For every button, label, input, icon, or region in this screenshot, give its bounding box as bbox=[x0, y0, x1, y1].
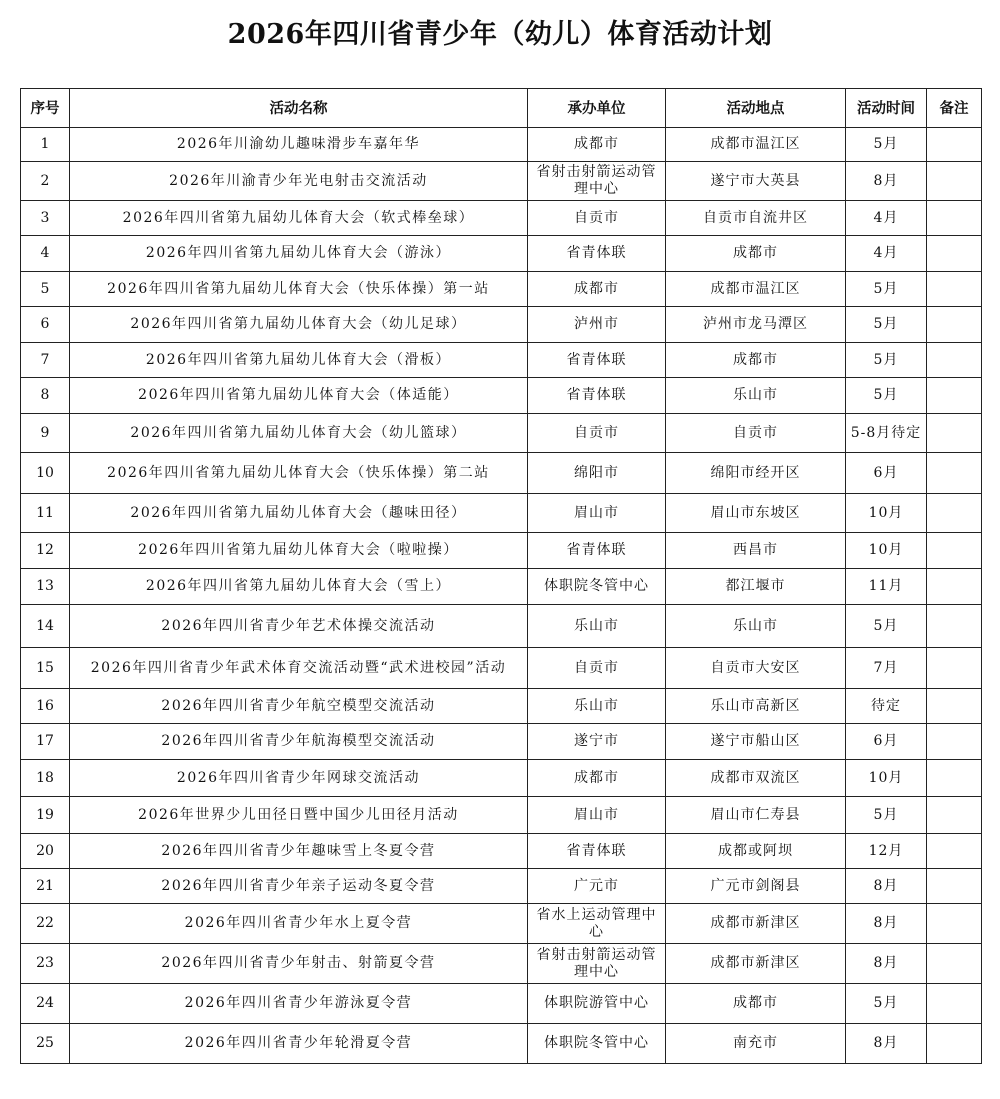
table-row bbox=[21, 834, 982, 869]
cell-index: 16 bbox=[21, 689, 70, 724]
cell-remarks bbox=[927, 343, 982, 378]
cell-time: 8月 bbox=[846, 904, 927, 944]
cell-organizer: 成都市 bbox=[528, 760, 666, 797]
table-row bbox=[21, 569, 982, 605]
cell-index: 13 bbox=[21, 569, 70, 605]
cell-location: 成都市 bbox=[666, 984, 846, 1024]
cell-time: 5月 bbox=[846, 984, 927, 1024]
cell-remarks bbox=[927, 605, 982, 648]
table-row bbox=[21, 494, 982, 533]
cell-activity-name: 2026年四川省第九届幼儿体育大会（游泳） bbox=[70, 236, 528, 272]
cell-activity-name: 2026年川渝幼儿趣味滑步车嘉年华 bbox=[70, 128, 528, 162]
cell-time: 10月 bbox=[846, 494, 927, 533]
cell-remarks bbox=[927, 236, 982, 272]
cell-location: 成都或阿坝 bbox=[666, 834, 846, 869]
cell-location: 成都市温江区 bbox=[666, 272, 846, 307]
cell-location: 广元市剑阁县 bbox=[666, 869, 846, 904]
cell-location: 都江堰市 bbox=[666, 569, 846, 605]
cell-organizer: 成都市 bbox=[528, 272, 666, 307]
cell-time: 10月 bbox=[846, 760, 927, 797]
cell-index: 10 bbox=[21, 453, 70, 494]
cell-organizer: 省射击射箭运动管理中心 bbox=[528, 162, 666, 201]
cell-organizer: 自贡市 bbox=[528, 648, 666, 689]
cell-time: 4月 bbox=[846, 201, 927, 236]
cell-remarks bbox=[927, 834, 982, 869]
cell-organizer: 绵阳市 bbox=[528, 453, 666, 494]
table-row bbox=[21, 307, 982, 343]
cell-location: 西昌市 bbox=[666, 533, 846, 569]
cell-index: 20 bbox=[21, 834, 70, 869]
cell-remarks bbox=[927, 414, 982, 453]
cell-activity-name: 2026年四川省青少年航空模型交流活动 bbox=[70, 689, 528, 724]
cell-index: 12 bbox=[21, 533, 70, 569]
cell-organizer: 省水上运动管理中心 bbox=[528, 904, 666, 944]
cell-time: 5月 bbox=[846, 343, 927, 378]
cell-location: 成都市新津区 bbox=[666, 904, 846, 944]
table-row bbox=[21, 343, 982, 378]
table-row bbox=[21, 162, 982, 201]
cell-time: 11月 bbox=[846, 569, 927, 605]
table-row bbox=[21, 797, 982, 834]
cell-index: 4 bbox=[21, 236, 70, 272]
cell-remarks bbox=[927, 378, 982, 414]
cell-time: 5月 bbox=[846, 128, 927, 162]
cell-index: 7 bbox=[21, 343, 70, 378]
cell-time: 6月 bbox=[846, 453, 927, 494]
cell-time: 5月 bbox=[846, 272, 927, 307]
cell-time: 4月 bbox=[846, 236, 927, 272]
cell-location: 南充市 bbox=[666, 1024, 846, 1064]
cell-remarks bbox=[927, 453, 982, 494]
cell-organizer: 自贡市 bbox=[528, 201, 666, 236]
cell-location: 乐山市 bbox=[666, 378, 846, 414]
cell-organizer: 省青体联 bbox=[528, 834, 666, 869]
cell-location: 眉山市仁寿县 bbox=[666, 797, 846, 834]
cell-index: 14 bbox=[21, 605, 70, 648]
cell-remarks bbox=[927, 760, 982, 797]
cell-time: 5月 bbox=[846, 605, 927, 648]
cell-index: 2 bbox=[21, 162, 70, 201]
cell-activity-name: 2026年四川省青少年武术体育交流活动暨“武术进校园”活动 bbox=[70, 648, 528, 689]
header-index: 序号 bbox=[21, 89, 70, 128]
cell-activity-name: 2026年世界少儿田径日暨中国少儿田径月活动 bbox=[70, 797, 528, 834]
cell-organizer: 泸州市 bbox=[528, 307, 666, 343]
table-row bbox=[21, 378, 982, 414]
cell-organizer: 成都市 bbox=[528, 128, 666, 162]
table-row bbox=[21, 760, 982, 797]
cell-activity-name: 2026年四川省第九届幼儿体育大会（啦啦操） bbox=[70, 533, 528, 569]
table-row bbox=[21, 272, 982, 307]
cell-organizer: 遂宁市 bbox=[528, 724, 666, 760]
cell-organizer: 乐山市 bbox=[528, 689, 666, 724]
cell-time: 5月 bbox=[846, 378, 927, 414]
cell-location: 乐山市高新区 bbox=[666, 689, 846, 724]
cell-index: 25 bbox=[21, 1024, 70, 1064]
table-row bbox=[21, 414, 982, 453]
cell-index: 23 bbox=[21, 944, 70, 984]
cell-location: 自贡市 bbox=[666, 414, 846, 453]
cell-activity-name: 2026年四川省第九届幼儿体育大会（滑板） bbox=[70, 343, 528, 378]
cell-index: 18 bbox=[21, 760, 70, 797]
table-row bbox=[21, 1024, 982, 1064]
activity-table bbox=[20, 88, 982, 1064]
cell-index: 22 bbox=[21, 904, 70, 944]
header-time: 活动时间 bbox=[846, 89, 927, 128]
cell-remarks bbox=[927, 307, 982, 343]
cell-location: 成都市 bbox=[666, 343, 846, 378]
cell-index: 15 bbox=[21, 648, 70, 689]
table-row bbox=[21, 201, 982, 236]
cell-location: 乐山市 bbox=[666, 605, 846, 648]
cell-remarks bbox=[927, 689, 982, 724]
cell-remarks bbox=[927, 869, 982, 904]
cell-organizer: 眉山市 bbox=[528, 797, 666, 834]
cell-remarks bbox=[927, 724, 982, 760]
header-remarks: 备注 bbox=[927, 89, 982, 128]
cell-time: 8月 bbox=[846, 944, 927, 984]
table-row bbox=[21, 724, 982, 760]
cell-remarks bbox=[927, 944, 982, 984]
cell-time: 6月 bbox=[846, 724, 927, 760]
cell-location: 成都市双流区 bbox=[666, 760, 846, 797]
cell-time: 12月 bbox=[846, 834, 927, 869]
table-row bbox=[21, 869, 982, 904]
cell-activity-name: 2026年四川省第九届幼儿体育大会（体适能） bbox=[70, 378, 528, 414]
cell-organizer: 省青体联 bbox=[528, 236, 666, 272]
cell-organizer: 省射击射箭运动管理中心 bbox=[528, 944, 666, 984]
cell-activity-name: 2026年四川省青少年轮滑夏令营 bbox=[70, 1024, 528, 1064]
cell-organizer: 体职院冬管中心 bbox=[528, 1024, 666, 1064]
cell-location: 遂宁市大英县 bbox=[666, 162, 846, 201]
cell-index: 19 bbox=[21, 797, 70, 834]
cell-index: 8 bbox=[21, 378, 70, 414]
cell-organizer: 省青体联 bbox=[528, 533, 666, 569]
table-row bbox=[21, 689, 982, 724]
cell-index: 9 bbox=[21, 414, 70, 453]
cell-time: 8月 bbox=[846, 1024, 927, 1064]
cell-organizer: 眉山市 bbox=[528, 494, 666, 533]
cell-index: 5 bbox=[21, 272, 70, 307]
cell-index: 17 bbox=[21, 724, 70, 760]
cell-activity-name: 2026年四川省第九届幼儿体育大会（雪上） bbox=[70, 569, 528, 605]
table-row bbox=[21, 128, 982, 162]
cell-remarks bbox=[927, 648, 982, 689]
table-row bbox=[21, 236, 982, 272]
cell-remarks bbox=[927, 904, 982, 944]
cell-activity-name: 2026年四川省青少年水上夏令营 bbox=[70, 904, 528, 944]
table-header-row bbox=[21, 89, 982, 128]
cell-location: 自贡市大安区 bbox=[666, 648, 846, 689]
cell-location: 成都市新津区 bbox=[666, 944, 846, 984]
cell-activity-name: 2026年四川省第九届幼儿体育大会（趣味田径） bbox=[70, 494, 528, 533]
cell-activity-name: 2026年四川省青少年网球交流活动 bbox=[70, 760, 528, 797]
cell-activity-name: 2026年川渝青少年光电射击交流活动 bbox=[70, 162, 528, 201]
cell-location: 绵阳市经开区 bbox=[666, 453, 846, 494]
header-location: 活动地点 bbox=[666, 89, 846, 128]
cell-organizer: 省青体联 bbox=[528, 343, 666, 378]
cell-time: 5月 bbox=[846, 797, 927, 834]
table-row bbox=[21, 648, 982, 689]
header-organizer: 承办单位 bbox=[528, 89, 666, 128]
cell-activity-name: 2026年四川省第九届幼儿体育大会（快乐体操）第一站 bbox=[70, 272, 528, 307]
cell-location: 遂宁市船山区 bbox=[666, 724, 846, 760]
cell-time: 待定 bbox=[846, 689, 927, 724]
cell-organizer: 省青体联 bbox=[528, 378, 666, 414]
cell-activity-name: 2026年四川省青少年艺术体操交流活动 bbox=[70, 605, 528, 648]
cell-remarks bbox=[927, 984, 982, 1024]
cell-time: 10月 bbox=[846, 533, 927, 569]
cell-remarks bbox=[927, 569, 982, 605]
cell-remarks bbox=[927, 1024, 982, 1064]
cell-location: 成都市温江区 bbox=[666, 128, 846, 162]
table-row bbox=[21, 904, 982, 944]
cell-time: 7月 bbox=[846, 648, 927, 689]
cell-organizer: 乐山市 bbox=[528, 605, 666, 648]
cell-location: 成都市 bbox=[666, 236, 846, 272]
table-row bbox=[21, 944, 982, 984]
cell-remarks bbox=[927, 201, 982, 236]
cell-location: 眉山市东坡区 bbox=[666, 494, 846, 533]
cell-organizer: 体职院游管中心 bbox=[528, 984, 666, 1024]
cell-index: 11 bbox=[21, 494, 70, 533]
cell-time: 8月 bbox=[846, 162, 927, 201]
cell-organizer: 自贡市 bbox=[528, 414, 666, 453]
cell-remarks bbox=[927, 162, 982, 201]
cell-activity-name: 2026年四川省第九届幼儿体育大会（幼儿篮球） bbox=[70, 414, 528, 453]
cell-remarks bbox=[927, 494, 982, 533]
cell-remarks bbox=[927, 533, 982, 569]
cell-index: 1 bbox=[21, 128, 70, 162]
header-activity-name: 活动名称 bbox=[70, 89, 528, 128]
cell-activity-name: 2026年四川省第九届幼儿体育大会（幼儿足球） bbox=[70, 307, 528, 343]
cell-activity-name: 2026年四川省第九届幼儿体育大会（软式棒垒球） bbox=[70, 201, 528, 236]
cell-remarks bbox=[927, 797, 982, 834]
cell-index: 24 bbox=[21, 984, 70, 1024]
cell-time: 5月 bbox=[846, 307, 927, 343]
table-row bbox=[21, 453, 982, 494]
cell-activity-name: 2026年四川省青少年游泳夏令营 bbox=[70, 984, 528, 1024]
table-row bbox=[21, 984, 982, 1024]
table-row bbox=[21, 605, 982, 648]
cell-activity-name: 2026年四川省青少年射击、射箭夏令营 bbox=[70, 944, 528, 984]
cell-time: 5-8月待定 bbox=[846, 414, 927, 453]
cell-index: 3 bbox=[21, 201, 70, 236]
cell-organizer: 体职院冬管中心 bbox=[528, 569, 666, 605]
cell-activity-name: 2026年四川省青少年趣味雪上冬夏令营 bbox=[70, 834, 528, 869]
cell-index: 21 bbox=[21, 869, 70, 904]
cell-activity-name: 2026年四川省青少年航海模型交流活动 bbox=[70, 724, 528, 760]
cell-activity-name: 2026年四川省青少年亲子运动冬夏令营 bbox=[70, 869, 528, 904]
cell-index: 6 bbox=[21, 307, 70, 343]
cell-location: 泸州市龙马潭区 bbox=[666, 307, 846, 343]
page-title: 2026年四川省青少年（幼儿）体育活动计划 bbox=[227, 19, 773, 50]
cell-organizer: 广元市 bbox=[528, 869, 666, 904]
cell-time: 8月 bbox=[846, 869, 927, 904]
cell-activity-name: 2026年四川省第九届幼儿体育大会（快乐体操）第二站 bbox=[70, 453, 528, 494]
cell-remarks bbox=[927, 272, 982, 307]
cell-location: 自贡市自流井区 bbox=[666, 201, 846, 236]
table-row bbox=[21, 533, 982, 569]
cell-remarks bbox=[927, 128, 982, 162]
